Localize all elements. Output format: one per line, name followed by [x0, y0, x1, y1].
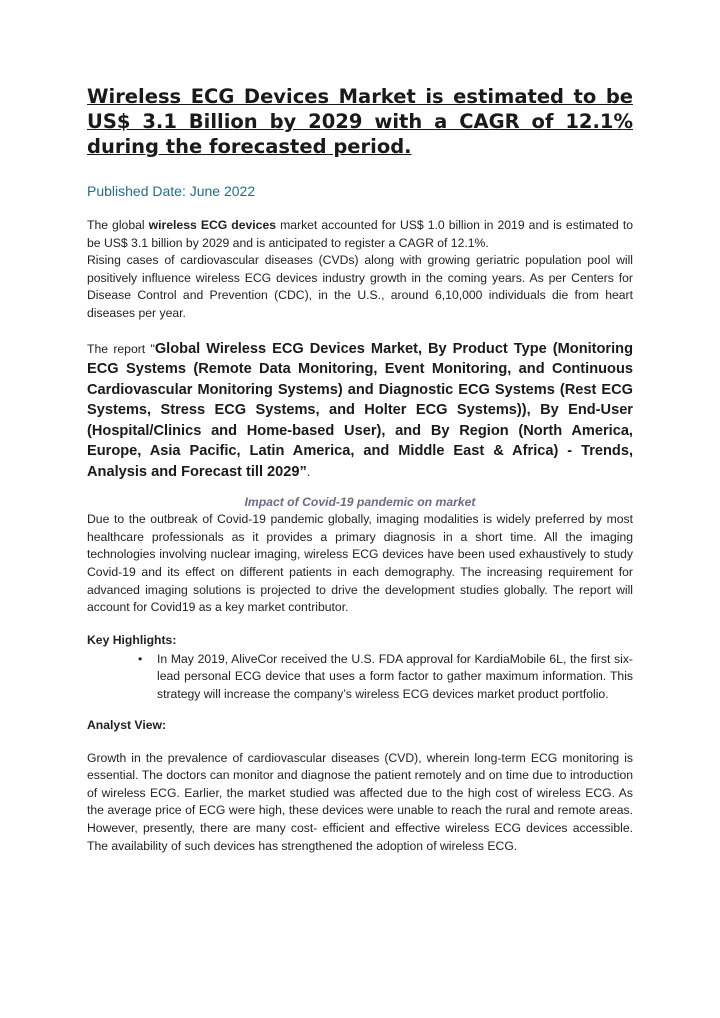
bullet-icon: • — [138, 651, 143, 666]
list-item-text: In May 2019, AliveCor received the U.S. FDA approval for KardiaMobile 6L, the first six-lead personal ECG device that uses a form factor to gather maximum information. This strategy will increase the company’s wireless ECG devices market product portfolio. — [157, 651, 633, 701]
report-suffix: . — [306, 464, 311, 479]
impact-heading: Impact of Covid-19 pandemic on market — [244, 495, 476, 510]
intro-paragraph — [87, 217, 633, 252]
cvd-paragraph: Rising cases of cardiovascular diseases (CVDs) along with growing geriatric population pool will positively influence wireless ECG devices industry growth in the coming years. As per Centers for Disease Control and Prevention (CDC), in the U.S., around 6,10,000 individuals die from heart diseases per year. — [87, 253, 633, 320]
list-item — [138, 651, 633, 704]
impact-paragraph: Due to the outbreak of Covid-19 pandemic globally, imaging modalities is widely preferred by most healthcare professionals as it provides a primary diagnosis in a short time. All the imaging technologies involving nuclear imaging, wireless ECG devices have been used exhaustively to study Covid-19 and its effect on different patients in each demography. The increasing requirement for advanced imaging solutions is projected to drive the development studies globally. The report will account for Covid19 as a key market contributor. — [87, 512, 633, 615]
report-title: Global Wireless ECG Devices Market, By Product Type (Monitoring ECG Systems (Remote Data Monitoring, Event Monitoring, and Continuous Cardiovascular Monitoring Systems) and Diagnostic ECG Systems (Rest ECG Systems, Stress ECG Systems, and Holter ECG Systems)), By End-User (Hospital/Clinics and Home-based User), and By Region (North America, Europe, Asia Pacific, Latin America, and Middle East & Africa) - Trends, Analysis and Forecast till 2029” — [87, 340, 633, 480]
report-prefix: The report " — [87, 341, 155, 356]
published-date: Published Date: June 2022 — [87, 183, 256, 199]
key-highlights-label: Key Highlights: — [87, 632, 177, 647]
intro-prefix: The global — [87, 218, 149, 232]
analyst-view-paragraph: Growth in the prevalence of cardiovascular diseases (CVD), wherein long-term ECG monitoring is essential. The doctors can monitor and diagnose the patient remotely and on time due to introduction of wireless ECG. Earlier, the market studied was affected due to the high cost of wireless ECG. As the average price of ECG were high, these devices were unable to reach the rural and remote areas. However, presently, there are many cost- efficient and effective wireless ECG devices accessible. The availability of such devices has strengthened the adoption of wireless ECG. — [87, 750, 633, 853]
page-title: Wireless ECG Devices Market is estimated to be US$ 3.1 Billion by 2029 with a CAGR of 12.1% during the forecasted period. — [87, 85, 633, 158]
report-paragraph — [87, 339, 633, 483]
analyst-view-label: Analyst View: — [87, 717, 167, 732]
key-highlights-list — [87, 651, 633, 704]
intro-rest: market accounted for US$ 1.0 billion in 2019 and is estimated to be US$ 3.1 billion by 2029 and is anticipated to register a CAGR of 12.1%. — [87, 218, 633, 250]
intro-keyword: wireless ECG devices — [148, 218, 277, 232]
